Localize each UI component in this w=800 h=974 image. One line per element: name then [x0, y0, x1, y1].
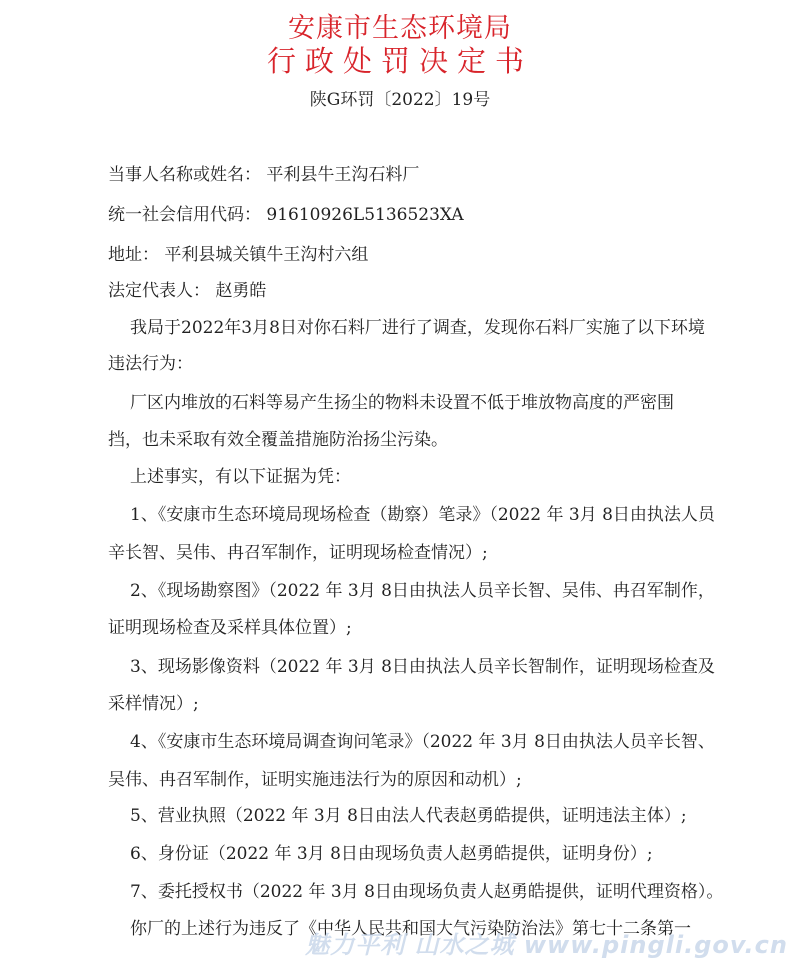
- evidence-3-line-1: 3、现场影像资料（2022 年 3月 8日由执法人员辛长智制作，证明现场检查及: [130, 657, 715, 677]
- evidence-1-line-2: 辛长智、吴伟、冉召军制作，证明现场检查情况）;: [108, 543, 488, 563]
- party-name-line: 当事人名称或姓名： 平利县牛王沟石料厂: [108, 165, 420, 185]
- evidence-2-line-1: 2、《现场勘察图》（2022 年 3月 8日由执法人员辛长智、吴伟、冉召军制作，: [130, 581, 715, 601]
- evidence-2-line-2: 证明现场检查及采样具体位置）;: [108, 618, 352, 638]
- evidence-4-line-1: 4、《安康市生态环境局调查询问笔录》（2022 年 3月 8日由执法人员辛长智、: [130, 732, 715, 752]
- violation-line-2: 挡，也未采取有效全覆盖措施防治扬尘污染。: [108, 430, 448, 450]
- issuing-authority: 安康市生态环境局: [288, 13, 512, 44]
- evidence-3-line-2: 采样情况）;: [108, 694, 199, 714]
- legal-rep-line: 法定代表人： 赵勇皓: [108, 281, 267, 301]
- evidence-1-line-1: 1、《安康市生态环境局现场检查（勘察）笔录》（2022 年 3月 8日由执法人员: [130, 505, 715, 525]
- document-title: 行政处罚决定书: [266, 44, 533, 78]
- evidence-intro: 上述事实，有以下证据为凭：: [130, 467, 351, 487]
- evidence-6: 6、身份证（2022 年 3月 8日由现场负责人赵勇皓提供，证明身份）;: [130, 844, 653, 864]
- site-watermark: 魅力平利 山水之城 www.pingli.gov.cn: [305, 931, 788, 959]
- credit-code-line: 统一社会信用代码： 91610926L5136523XA: [108, 205, 464, 225]
- document-number: 陕G环罚〔2022〕19号: [309, 90, 491, 110]
- evidence-5: 5、营业执照（2022 年 3月 8日由法人代表赵勇皓提供，证明违法主体）;: [130, 806, 687, 826]
- evidence-4-line-2: 吴伟、冉召军制作，证明实施违法行为的原因和动机）;: [108, 770, 522, 790]
- intro-line-2: 违法行为：: [108, 354, 193, 374]
- evidence-7: 7、委托授权书（2022 年 3月 8日由现场负责人赵勇皓提供，证明代理资格）。: [130, 882, 724, 902]
- violation-line-1: 厂区内堆放的石料等易产生扬尘的物料未设置不低于堆放物高度的严密围: [130, 393, 674, 413]
- intro-line-1: 我局于2022年3月8日对你石料厂进行了调查，发现你石料厂实施了以下环境: [130, 318, 705, 338]
- conclusion-line: 你厂的上述行为违反了《中华人民共和国大气污染防治法》第七十二条第一: [130, 919, 691, 939]
- address-line: 地址： 平利县城关镇牛王沟村六组: [108, 245, 369, 265]
